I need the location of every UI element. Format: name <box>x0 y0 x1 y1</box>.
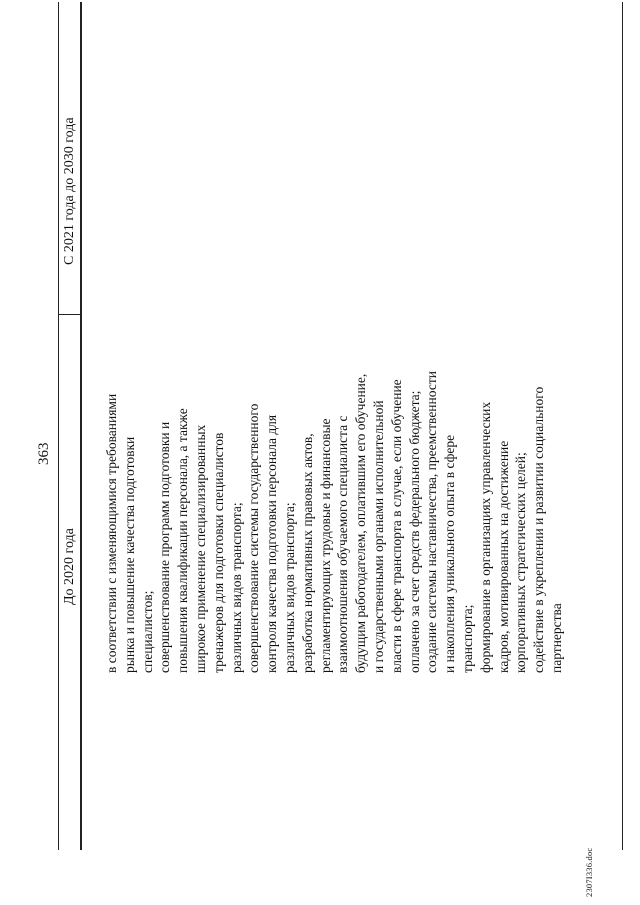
text-line: власти в сфере транспорта в случае, если обучение <box>388 379 404 673</box>
column-header-until-2020: До 2020 года <box>62 528 77 605</box>
column-divider <box>58 314 80 315</box>
text-line: разработка нормативных правовых актов, <box>299 433 315 673</box>
text-line: совершенствование системы государственного <box>246 403 262 673</box>
table-top-border <box>58 2 59 850</box>
text-line: кадров, мотивированных на достижение <box>495 440 511 673</box>
text-line: оплачено за счет средств федерального бюджета; <box>406 390 422 673</box>
text-line: различных видов транспорта; <box>228 502 244 673</box>
page-number: 363 <box>36 442 52 465</box>
text-line: партнерства <box>548 603 564 673</box>
table-bottom-border <box>622 2 623 850</box>
text-line: корпоративных стратегических целей; <box>513 452 529 673</box>
text-line: тренажеров для подготовки специалистов <box>210 432 226 673</box>
text-line: транспорта; <box>459 604 475 673</box>
text-line: специалистов; <box>139 590 155 673</box>
table-cell-text <box>103 371 566 673</box>
document-id: 2307I336.doc <box>584 847 594 897</box>
text-line: содействие в укреплении и развитии социального <box>531 386 547 673</box>
text-line: рынка и повышение качества подготовки <box>121 436 137 673</box>
text-line: и государственными органами исполнительной <box>370 400 386 673</box>
text-line: формирование в организациях управленческих <box>477 401 493 673</box>
text-line: контроля качества подготовки персонала для <box>264 414 280 673</box>
text-line: в соответствии с изменяющимися требованиями <box>104 393 119 673</box>
text-line: широкое применение специализированных <box>192 424 208 673</box>
text-line: взаимоотношения обучаемого специалиста с <box>335 415 351 673</box>
text-line: совершенствование программ подготовки и <box>157 421 173 673</box>
text-line: и накопления уникального опыта в сфере <box>442 434 458 673</box>
column-header-2021-2030: С 2021 года до 2030 года <box>62 117 77 265</box>
text-line: различных видов транспорта; <box>281 502 297 673</box>
text-line: регламентирующих трудовые и финансовые <box>317 418 333 673</box>
text-line: будущим работодателем, оплатившим его обучение, <box>353 373 369 673</box>
text-line: создание системы наставничества, преемственности <box>424 371 440 673</box>
text-line: повышения квалификации персонала, а также <box>175 408 191 673</box>
table-header-border <box>80 2 82 850</box>
